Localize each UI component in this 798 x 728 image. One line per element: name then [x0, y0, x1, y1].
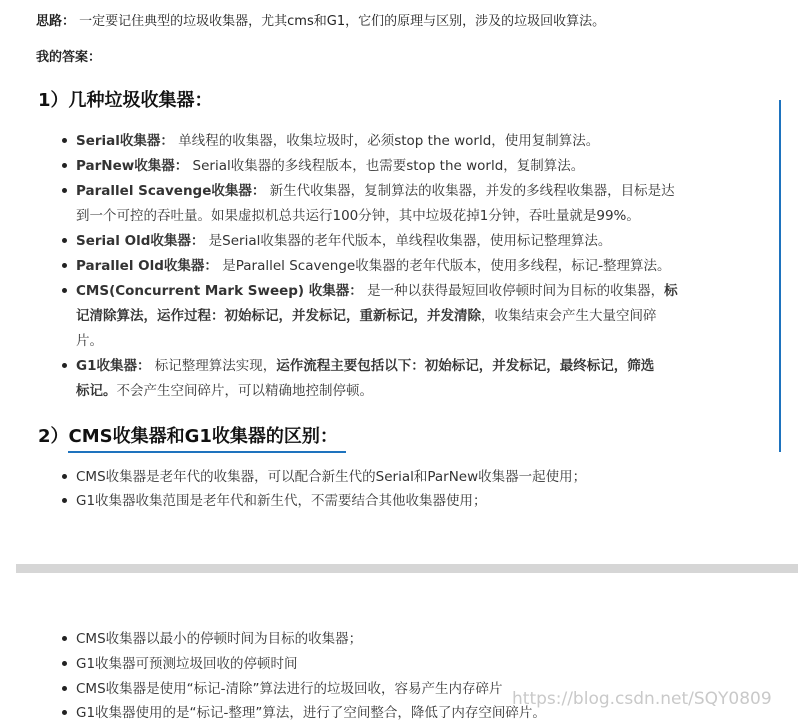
- blue-vertical-rule: [779, 100, 781, 452]
- item-line2-bold: 记清除算法，运作过程：初始标记，并发标记，重新标记，并发清除: [76, 308, 481, 324]
- list-item: G1收集器使用的是“标记-整理”算法，进行了空间整合，降低了内存空间碎片。: [76, 705, 546, 721]
- thinking-line: [36, 10, 605, 29]
- bullet-icon: [62, 288, 67, 293]
- bullet-icon: [62, 188, 67, 193]
- bullet-icon: [62, 263, 67, 268]
- list-item: [76, 279, 678, 299]
- item-line2-bold: 标记。: [76, 383, 117, 399]
- bullet-icon: [62, 636, 67, 641]
- item-line3: 片。: [76, 333, 103, 349]
- item-desc-line2: 到一个可控的吞吐量。如果虚拟机总共运行100分钟，其中垃圾花掉1分钟，吞吐量就是99%。: [76, 208, 640, 224]
- item-bold-end: 标: [664, 283, 678, 299]
- item-desc: 是一种以获得最短回收停顿时间为目标的收集器，: [367, 283, 665, 299]
- answer-label: 我的答案：: [36, 50, 102, 65]
- bullet-icon: [62, 238, 67, 243]
- list-item: [76, 179, 675, 199]
- list-item: [76, 354, 654, 374]
- item-name: Parallel Scavenge收集器：: [76, 183, 266, 199]
- list-item: G1收集器可预测垃圾回收的停顿时间: [76, 656, 298, 672]
- item-desc: 单线程的收集器，收集垃圾时，必须stop the world，使用复制算法。: [178, 133, 600, 149]
- item-desc: 新生代收集器，复制算法的收集器，并发的多线程收集器，目标是达: [269, 183, 675, 199]
- item-line2-rest: 不会产生空间碎片，可以精确地控制停顿。: [116, 383, 373, 399]
- bullet-icon: [62, 138, 67, 143]
- item-desc: 是Serial收集器的老年代版本，单线程收集器，使用标记整理算法。: [208, 233, 612, 249]
- item-desc: 是Parallel Scavenge收集器的老年代版本，使用多线程，标记-整理算法。: [222, 258, 671, 274]
- item-line2: [76, 379, 373, 399]
- item-name: Parallel Old收集器：: [76, 258, 218, 274]
- section2-title: 2）CMS收集器和G1收集器的区别：: [38, 426, 338, 447]
- item-name: CMS(Concurrent Mark Sweep) 收集器：: [76, 283, 363, 299]
- item-bold-end: 运作流程主要包括以下：初始标记，并发标记，最终标记，筛选: [276, 358, 655, 374]
- watermark: https://blog.csdn.net/SQY0809: [512, 689, 772, 709]
- list-item: [76, 254, 671, 274]
- section1-title: 1）几种垃圾收集器：: [38, 90, 213, 111]
- list-item: CMS收集器以最小的停顿时间为目标的收集器；: [76, 631, 363, 647]
- bullet-icon: [62, 686, 67, 691]
- bullet-icon: [62, 661, 67, 666]
- section-separator: [16, 564, 798, 573]
- item-desc: 标记整理算法实现，: [154, 358, 277, 374]
- item-name: ParNew收集器：: [76, 158, 189, 174]
- list-item: [76, 154, 584, 174]
- thinking-label: 思路：: [36, 14, 76, 29]
- list-item: [76, 229, 611, 249]
- list-item: CMS收集器是使用“标记-清除”算法进行的垃圾回收，容易产生内存碎片: [76, 681, 503, 697]
- bullet-icon: [62, 363, 67, 368]
- item-line2: [76, 304, 657, 324]
- item-name: Serial Old收集器：: [76, 233, 205, 249]
- bullet-icon: [62, 498, 67, 503]
- list-item: [76, 129, 599, 149]
- bullet-icon: [62, 474, 67, 479]
- item-desc: Serial收集器的多线程版本，也需要stop the world，复制算法。: [192, 158, 585, 174]
- title-underline: [68, 451, 346, 453]
- bullet-icon: [62, 163, 67, 168]
- item-line2-rest: ，收集结束会产生大量空间碎: [481, 308, 657, 324]
- list-item: G1收集器收集范围是老年代和新生代，不需要结合其他收集器使用；: [76, 493, 487, 509]
- thinking-text: 一定要记住典型的垃圾收集器，尤其cms和G1，它们的原理与区别，涉及的垃圾回收算法。: [79, 14, 606, 29]
- list-item: CMS收集器是老年代的收集器，可以配合新生代的Serial和ParNew收集器一起使用；: [76, 469, 587, 485]
- item-name: G1收集器：: [76, 358, 151, 374]
- bullet-icon: [62, 710, 67, 715]
- item-name: Serial收集器：: [76, 133, 174, 149]
